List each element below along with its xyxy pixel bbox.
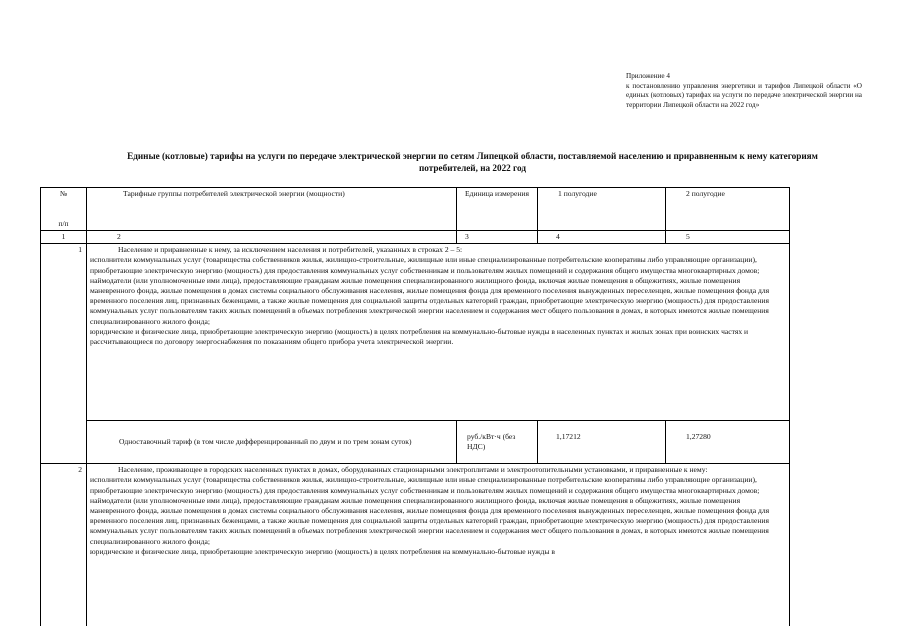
tariff-value-half2 (666, 421, 790, 464)
row-number: 2 (41, 464, 87, 627)
index-cell-3: 3 (457, 231, 538, 244)
table-row (41, 464, 790, 627)
table-header-row (41, 188, 790, 231)
row-paragraph: наймодатели (или уполномоченные ими лица), предоставляющие гражданам жилые помещения специализированного жилищного фонда, включая жилые помещения в общежитиях, жилые помещения маневренного фонда, жилые помещения в домах системы социального обслуживания населения, жилые помещения фонда для временного поселения вынужденных переселенцев, жилые помещения фонда для временного поселения лиц, признанных беженцами, а также жилые помещения для социальной защиты отдельных категорий граждан, приобретающие электрическую энергию (мощность) для предоставления коммунальных услуг пользователям таких жилых помещений в объемах потребления электрической энергии населением и содержания мест общего пользования в домах, в которых имеются жилые помещения специализированного жилого фонда; (90, 275, 770, 326)
header-group-label: Тарифные группы потребителей электрической энергии (мощности) (123, 189, 345, 198)
header-half2-label: 2 полугодие (686, 189, 725, 198)
row-description (87, 464, 790, 627)
header-half2-cell (666, 188, 790, 231)
header-number-cell (41, 188, 87, 231)
tariff-label-cell (87, 421, 457, 464)
index-cell-5: 5 (666, 231, 790, 244)
index-row (41, 231, 790, 244)
appendix-title: Приложение 4 (626, 72, 670, 80)
row-paragraph: исполнители коммунальных услуг (товарищества собственников жилья, жилищно-строительные, жилищные или иные специализированные потребительские кооперативы либо управляющие организации), приобретающие электрическую энергию (мощность) для предоставления коммунальных услуг собственникам и пользователям жилых помещений и содержания общего имущества многоквартирных домов; (90, 475, 760, 495)
index-cell-1: 1 (41, 231, 87, 244)
row-number: 1 (41, 244, 87, 464)
tariff-unit: руб./кВт·ч (без НДС) (467, 432, 516, 452)
row-description (87, 244, 790, 421)
header-group-cell (87, 188, 457, 231)
row-paragraph: исполнители коммунальных услуг (товарищества собственников жилья, жилищно-строительные, жилищные или иные специализированные потребительские кооперативы либо управляющие организации), приобретающие электрическую энергию (мощность) для предоставления коммунальных услуг собственникам и пользователям жилых помещений и содержания общего имущества многоквартирных домов; (90, 255, 760, 275)
row-paragraph: наймодатели (или уполномоченные ими лица), предоставляющие гражданам жилые помещения специализированного жилищного фонда, включая жилые помещения в общежитиях, жилые помещения маневренного фонда, жилые помещения в домах системы социального обслуживания населения, жилые помещения фонда для временного поселения вынужденных переселенцев, жилые помещения фонда для временного поселения лиц, признанных беженцами, а также жилые помещения для социальной защиты отдельных категорий граждан, приобретающие электрическую энергию (мощность) для предоставления коммунальных услуг пользователям таких жилых помещений в объемах потребления электрической энергии населением и содержания мест общего пользования в домах, в которых имеются жилые помещения специализированного жилого фонда; (90, 495, 770, 546)
header-half1-cell (538, 188, 666, 231)
header-unit-label: Единица измерения (465, 189, 529, 198)
tariff-row (41, 421, 790, 464)
row-paragraph: юридические и физические лица, приобретающие электрическую энергию (мощность) в целях потребления на коммунально-бытовые нужды в (90, 546, 555, 556)
tariff-table (40, 187, 790, 626)
tariff-label: Одноставочный тариф (в том числе дифференцированный по двум и по трем зонам суток) (119, 437, 412, 447)
header-half1-label: 1 полугодие (558, 189, 597, 198)
index-cell-2: 2 (87, 231, 457, 244)
appendix-text: к постановлению управления энергетики и тарифов Липецкой области «О единых (котловых) тарифах на услуги по передаче электрической энергии на территории Липецкой области на 2022 год» (626, 81, 862, 109)
row-paragraph: Население, проживающее в городских населенных пунктах в домах, оборудованных стационарными электроплитами и электроотопительными установками, и приравненные к нему: (118, 465, 708, 475)
appendix-block (626, 72, 862, 110)
row-paragraph: юридические и физические лица, приобретающие электрическую энергию (мощность) в целях потребления на коммунально-бытовые нужды в населенных пунктах и жилых зонах при воинских частях и рассчитывающиеся по договору энергоснабжения по показаниям общего прибора учета электрической энергии. (90, 326, 749, 347)
tariff-unit-cell (457, 421, 538, 464)
header-unit-cell (457, 188, 538, 231)
index-cell-4: 4 (538, 231, 666, 244)
tariff-value: 1,17212 (556, 432, 581, 442)
tariff-value: 1,27280 (686, 432, 711, 442)
header-number-symbol: № (59, 189, 68, 198)
table-row (41, 244, 790, 421)
document-title: Единые (котловые) тарифы на услуги по передаче электрической энергии по сетям Липецкой области, поставляемой населению и приравненным к нему категориям потребителей, на 2022 год (127, 151, 818, 173)
row-paragraph: Население и приравненные к нему, за исключением населения и потребителей, указанных в строках 2 – 5: (118, 245, 463, 255)
header-number-abbr: п/п (58, 218, 69, 228)
tariff-value-half1 (538, 421, 666, 464)
